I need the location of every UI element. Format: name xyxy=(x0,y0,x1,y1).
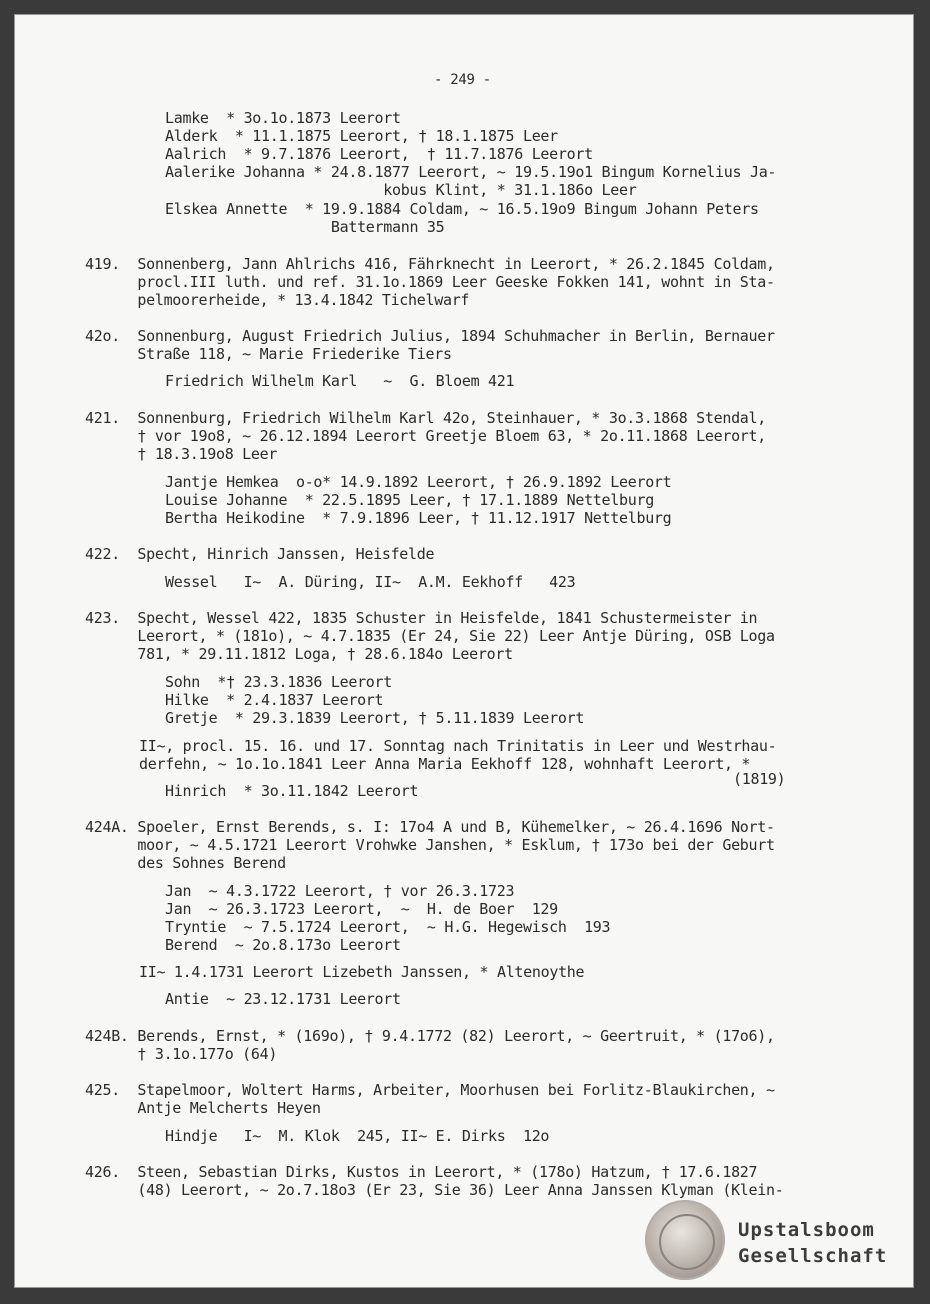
entry-line: pelmoorerheide, * 13.4.1842 Tichelwarf xyxy=(85,291,470,309)
entry-line: 42o. Sonnenburg, August Friedrich Julius, 1894 Schuhmacher in Berlin, Bernauer xyxy=(85,327,775,345)
text-line: Alderk * 11.1.1875 Leerort, † 18.1.1875 Leer xyxy=(165,127,558,145)
child-line: Tryntie ~ 7.5.1724 Leerort, ~ H.G. Hegewisch 193 xyxy=(165,918,611,936)
text-line: Battermann 35 xyxy=(165,218,445,236)
logo-line-2: Gesellschaft xyxy=(738,1245,888,1267)
entry-line: II~, procl. 15. 16. und 17. Sonntag nach Trinitatis in Leer und Westrhau- xyxy=(139,737,777,755)
child-line: Hilke * 2.4.1837 Leerort xyxy=(165,691,384,709)
text-line: Elskea Annette * 19.9.1884 Coldam, ~ 16.5.19o9 Bingum Johann Peters xyxy=(165,200,759,218)
child-line: Jan ~ 4.3.1722 Leerort, † vor 26.3.1723 xyxy=(165,882,515,900)
entry-line: 421. Sonnenburg, Friedrich Wilhelm Karl 42o, Steinhauer, * 3o.3.1868 Stendal, xyxy=(85,409,767,427)
child-line: Sohn *† 23.3.1836 Leerort xyxy=(165,673,393,691)
entry-line: 781, * 29.11.1812 Loga, † 28.6.184o Leerort xyxy=(85,645,513,663)
text-line: Lamke * 3o.1o.1873 Leerort xyxy=(165,109,401,127)
entry-line: 423. Specht, Wessel 422, 1835 Schuster in Heisfelde, 1841 Schustermeister in xyxy=(85,609,758,627)
text-line: Aalerike Johanna * 24.8.1877 Leerort, ~ 19.5.19o1 Bingum Kornelius Ja- xyxy=(165,163,777,181)
entry-line: 426. Steen, Sebastian Dirks, Kustos in Leerort, * (178o) Hatzum, † 17.6.1827 xyxy=(85,1163,758,1181)
child-line: Jan ~ 26.3.1723 Leerort, ~ H. de Boer 129 xyxy=(165,900,558,918)
entry-line: 424A. Spoeler, Ernst Berends, s. I: 17o4 A und B, Kühemelker, ~ 26.4.1696 Nort- xyxy=(85,818,775,836)
society-seal-icon xyxy=(645,1200,725,1280)
child-line: Bertha Heikodine * 7.9.1896 Leer, † 11.12.1917 Nettelburg xyxy=(165,509,672,527)
entry-line: Antje Melcherts Heyen xyxy=(85,1099,321,1117)
child-line: Berend ~ 2o.8.173o Leerort xyxy=(165,936,401,954)
entry-line: 422. Specht, Hinrich Janssen, Heisfelde xyxy=(85,545,435,563)
child-line: Wessel I~ A. Düring, II~ A.M. Eekhoff 423 xyxy=(165,573,576,591)
document-page xyxy=(14,14,914,1288)
entry-line: 419. Sonnenberg, Jann Ahlrichs 416, Fährknecht in Leerort, * 26.2.1845 Coldam, xyxy=(85,255,775,273)
entry-line: 424B. Berends, Ernst, * (169o), † 9.4.1772 (82) Leerort, ~ Geertruit, * (17o6), xyxy=(85,1027,775,1045)
entry-line: procl.III luth. und ref. 31.1o.1869 Leer Geeske Fokken 141, wohnt in Sta- xyxy=(85,273,775,291)
entry-line: Leerort, * (181o), ~ 4.7.1835 (Er 24, Sie 22) Leer Antje Düring, OSB Loga xyxy=(85,627,775,645)
child-line: Gretje * 29.3.1839 Leerort, † 5.11.1839 Leerort xyxy=(165,709,585,727)
entry-line: moor, ~ 4.5.1721 Leerort Vrohwke Janshen, * Esklum, † 173o bei der Geburt xyxy=(85,836,775,854)
entry-line: II~ 1.4.1731 Leerort Lizebeth Janssen, * Altenoythe xyxy=(139,963,585,981)
entry-line: † vor 19o8, ~ 26.12.1894 Leerort Greetje Bloem 63, * 2o.11.1868 Leerort, xyxy=(85,427,767,445)
entry-line: 425. Stapelmoor, Woltert Harms, Arbeiter, Moorhusen bei Forlitz-Blaukirchen, ~ xyxy=(85,1081,775,1099)
child-line: Friedrich Wilhelm Karl ~ G. Bloem 421 xyxy=(165,372,515,390)
entry-line: derfehn, ~ 1o.1o.1841 Leer Anna Maria Eekhoff 128, wohnhaft Leerort, * xyxy=(139,755,751,773)
entry-line: † 3.1o.177o (64) xyxy=(85,1045,278,1063)
page-number: - 249 - xyxy=(434,72,491,88)
entry-line: † 18.3.19o8 Leer xyxy=(85,445,278,463)
society-logo xyxy=(738,1217,887,1269)
child-line: Hindje I~ M. Klok 245, II~ E. Dirks 12o xyxy=(165,1127,550,1145)
text-line: Aalrich * 9.7.1876 Leerort, † 11.7.1876 Leerort xyxy=(165,145,593,163)
logo-line-1: Upstalsboom xyxy=(738,1219,875,1241)
child-line: Hinrich * 3o.11.1842 Leerort xyxy=(165,782,419,800)
text-line: kobus Klint, * 31.1.186o Leer xyxy=(165,181,637,199)
entry-line: (48) Leerort, ~ 2o.7.18o3 (Er 23, Sie 36) Leer Anna Janssen Klyman (Klein- xyxy=(85,1181,784,1199)
child-line: Antie ~ 23.12.1731 Leerort xyxy=(165,990,401,1008)
entry-line: Straße 118, ~ Marie Friederike Tiers xyxy=(85,345,452,363)
child-line: Jantje Hemkea o-o* 14.9.1892 Leerort, † 26.9.1892 Leerort xyxy=(165,473,672,491)
entry-line: des Sohnes Berend xyxy=(85,854,286,872)
child-line: Louise Johanne * 22.5.1895 Leer, † 17.1.1889 Nettelburg xyxy=(165,491,654,509)
entry-line: (1819) xyxy=(733,770,786,788)
